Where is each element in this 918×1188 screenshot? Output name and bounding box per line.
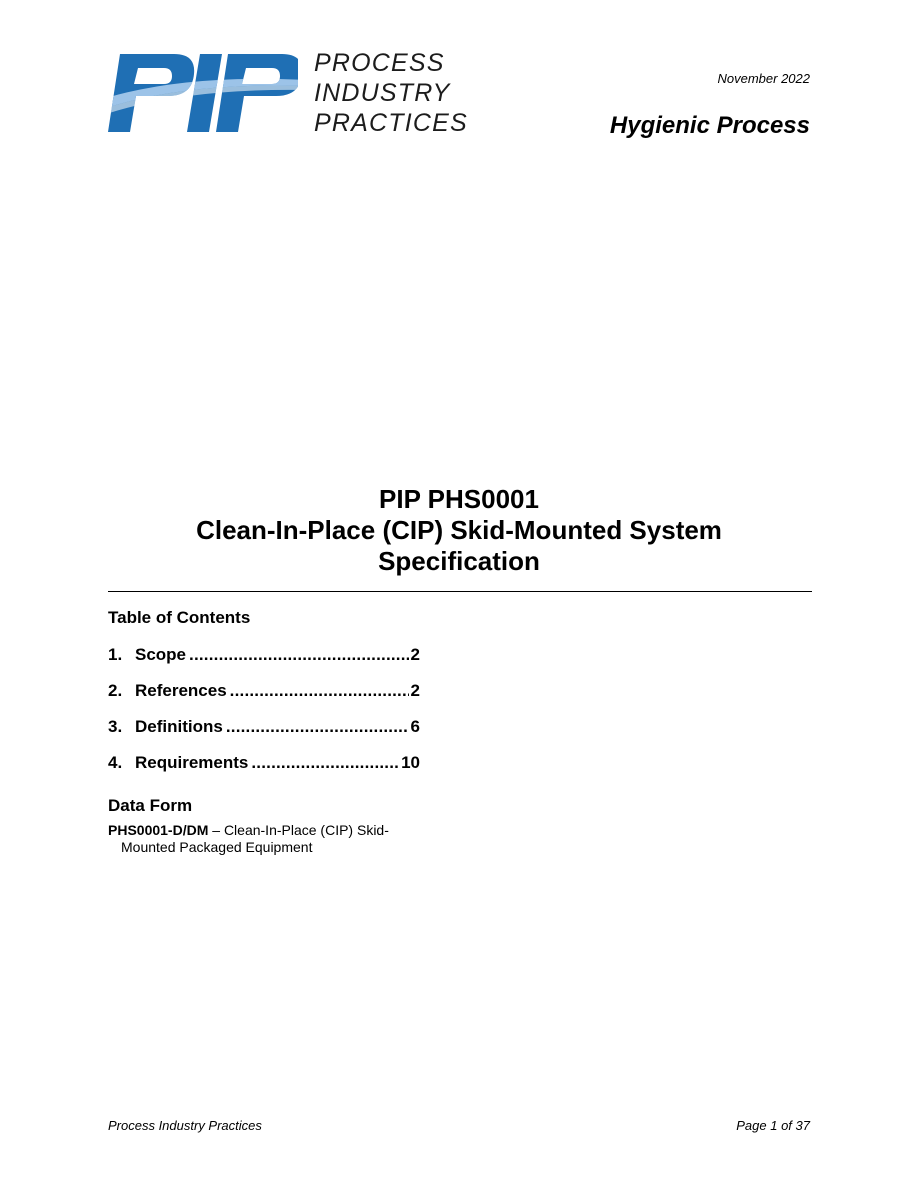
title-line-type: Specification — [378, 546, 540, 576]
data-form-heading: Data Form — [108, 796, 193, 815]
toc-entry-page: 6 — [410, 717, 420, 736]
title-line-name: Clean-In-Place (CIP) Skid-Mounted System — [196, 515, 722, 545]
title-line-doc-number: PIP PHS0001 — [379, 484, 539, 514]
data-form-description-1: – Clean-In-Place (CIP) Skid- — [208, 822, 389, 838]
document-title — [108, 484, 810, 577]
data-form-code: PHS0001-D/DM — [108, 822, 209, 838]
toc-entry-label: Definitions — [135, 717, 223, 736]
data-form-entry[interactable] — [108, 822, 438, 856]
footer-page-number: Page 1 of 37 — [736, 1118, 810, 1133]
toc-entry-number: 1. — [108, 645, 123, 664]
title-divider — [108, 591, 812, 592]
toc-heading: Table of Contents — [108, 608, 251, 627]
toc-entry-page: 10 — [401, 753, 420, 772]
footer-organization: Process Industry Practices — [108, 1118, 262, 1133]
toc-entry-label: References — [135, 681, 227, 700]
toc-entry-label: Scope — [135, 645, 187, 664]
toc-entry-number: 2. — [108, 681, 123, 700]
toc-entry-scope[interactable] — [108, 644, 420, 680]
toc-entry-number: 4. — [108, 753, 123, 772]
toc-list — [108, 644, 420, 788]
toc-entry-page: 2 — [410, 681, 420, 700]
toc-entry-page: 2 — [410, 645, 420, 664]
toc-leader-dots — [251, 752, 399, 774]
logo-word-process: PROCESS — [314, 49, 445, 77]
toc-entry-requirements[interactable] — [108, 752, 420, 788]
publication-date: November 2022 — [717, 71, 810, 86]
pip-logo-mark — [106, 52, 298, 134]
logo-word-industry: INDUSTRY — [314, 79, 451, 107]
toc-entry-label: Requirements — [135, 753, 249, 772]
toc-entry-number: 3. — [108, 717, 123, 736]
toc-entry-references[interactable] — [108, 680, 420, 716]
document-category: Hygienic Process — [609, 112, 810, 139]
data-form-line-1 — [108, 822, 438, 839]
toc-leader-dots — [189, 644, 409, 666]
logo-word-practices: PRACTICES — [314, 109, 468, 137]
data-form-description-2: Mounted Packaged Equipment — [121, 839, 313, 855]
toc-entry-definitions[interactable] — [108, 716, 420, 752]
toc-leader-dots — [230, 680, 409, 702]
toc-leader-dots — [226, 716, 409, 738]
